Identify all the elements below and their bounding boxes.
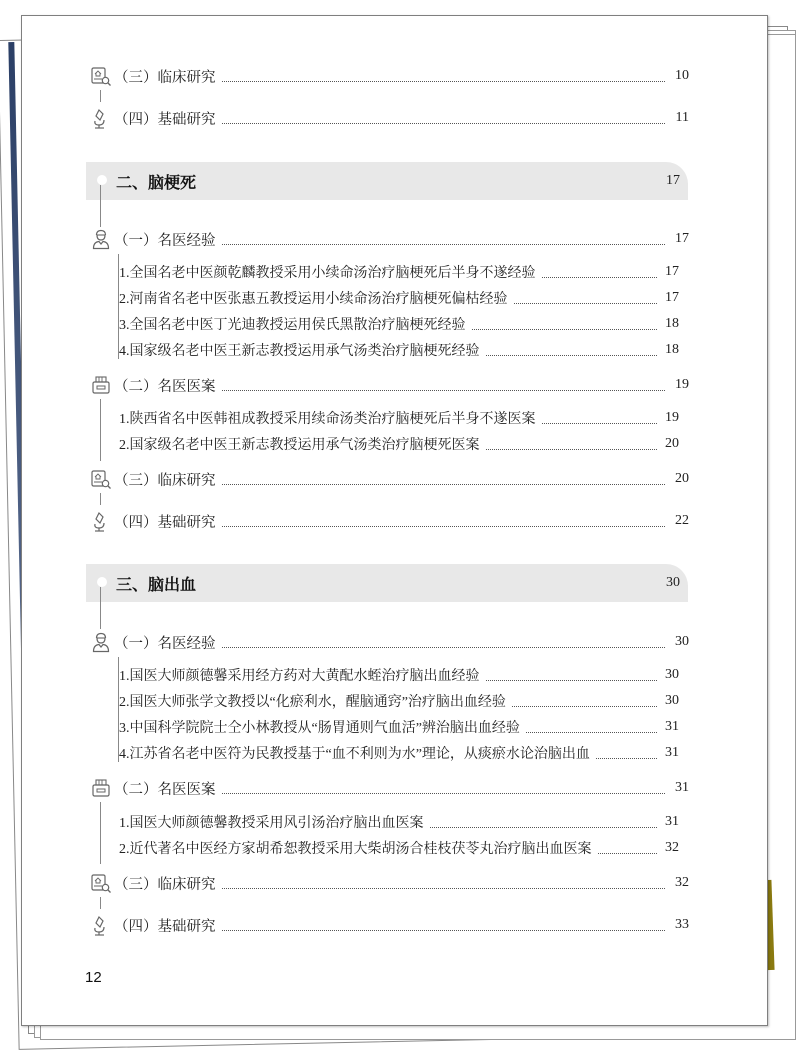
toc-section-clinical-research[interactable]: （三）临床研究 20 <box>90 467 689 491</box>
toc-item[interactable]: 3.全国名老中医丁光迪教授运用侯氏黑散治疗脑梗死经验 18 <box>119 316 679 333</box>
connector-line <box>100 399 101 461</box>
chapter-heading-cerebral-infarction[interactable]: 二、脑梗死 17 <box>86 162 688 200</box>
toc-entry-basic-research[interactable]: （四）基础研究 11 <box>90 106 689 130</box>
leader-dots <box>222 484 666 485</box>
leader-dots <box>222 930 666 931</box>
leader-dots <box>514 303 658 304</box>
toc-section-famous-doctor-cases[interactable]: （二）名医医案 19 <box>90 373 689 397</box>
page-ref: 31 <box>665 745 679 760</box>
medical-record-icon <box>90 777 112 799</box>
leader-dots <box>222 123 666 124</box>
leader-dots <box>222 390 666 391</box>
page-ref: 18 <box>665 316 679 331</box>
page-ref: 32 <box>665 840 679 855</box>
page-ref: 10 <box>675 68 689 83</box>
leader-dots <box>486 680 658 681</box>
microscope-icon <box>90 107 112 129</box>
leader-dots <box>542 277 658 278</box>
toc-section-basic-research[interactable]: （四）基础研究 33 <box>90 913 689 937</box>
leader-dots <box>486 449 658 450</box>
medical-record-icon <box>90 374 112 396</box>
leader-dots <box>472 329 658 330</box>
toc-item[interactable]: 4.江苏省名老中医符为民教授基于“血不利则为水”理论，从痰瘀水论治脑出血 31 <box>119 745 679 762</box>
microscope-icon <box>90 510 112 532</box>
toc-section-clinical-research[interactable]: （三）临床研究 32 <box>90 871 689 895</box>
toc-item[interactable]: 2.河南省名老中医张惠五教授运用小续命汤治疗脑梗死偏枯经验 17 <box>119 290 679 307</box>
toc-item[interactable]: 2.近代著名中医经方家胡希恕教授采用大柴胡汤合桂枝茯苓丸治疗脑出血医案 32 <box>119 840 679 857</box>
page-ref: 17 <box>665 290 679 305</box>
page-ref: 18 <box>665 342 679 357</box>
toc-section-famous-doctor-cases[interactable]: （二）名医医案 31 <box>90 776 689 800</box>
connector-line <box>100 897 101 909</box>
toc-section-famous-doctor-experience[interactable]: （一）名医经验 17 <box>90 227 689 251</box>
page-ref: 20 <box>665 436 679 451</box>
doctor-icon <box>90 631 112 653</box>
page-ref: 20 <box>675 471 689 486</box>
page-ref: 31 <box>675 780 689 795</box>
doctor-icon <box>90 228 112 250</box>
toc-item[interactable]: 1.全国名老中医颜乾麟教授采用小续命汤治疗脑梗死后半身不遂经验 17 <box>119 264 679 281</box>
toc-item[interactable]: 2.国医大师张学文教授以“化瘀利水，醒脑通窍”治疗脑出血经验 30 <box>119 693 679 710</box>
leader-dots <box>222 81 666 82</box>
leader-dots <box>486 355 658 356</box>
microscope-icon <box>90 914 112 936</box>
toc-item[interactable]: 1.国医大师颜德馨采用经方药对大黄配水蛭治疗脑出血经验 30 <box>119 667 679 684</box>
connector-line <box>100 90 101 102</box>
page-ref: 33 <box>675 917 689 932</box>
leader-dots <box>542 423 658 424</box>
leader-dots <box>430 827 658 828</box>
chapter-heading-cerebral-hemorrhage[interactable]: 三、脑出血 30 <box>86 564 688 602</box>
leader-dots <box>222 888 666 889</box>
toc-entry-clinical-research[interactable]: （三）临床研究 10 <box>90 64 689 88</box>
toc-section-famous-doctor-experience[interactable]: （一）名医经验 30 <box>90 630 689 654</box>
page-ref: 19 <box>665 410 679 425</box>
toc-item[interactable]: 3.中国科学院院士仝小林教授从“肠胃通则气血活”辨治脑出血经验 31 <box>119 719 679 736</box>
leader-dots <box>222 244 666 245</box>
page-ref: 11 <box>675 110 689 125</box>
connector-line <box>100 587 101 629</box>
connector-line <box>100 493 101 505</box>
page-ref: 32 <box>675 875 689 890</box>
page-ref: 22 <box>675 513 689 528</box>
toc-item[interactable]: 1.国医大师颜德馨教授采用风引汤治疗脑出血医案 31 <box>119 814 679 831</box>
timeline-dot <box>97 577 107 587</box>
page-ref: 17 <box>675 231 689 246</box>
toc-item[interactable]: 2.国家级名老中医王新志教授运用承气汤类治疗脑梗死医案 20 <box>119 436 679 453</box>
leader-dots <box>222 647 666 648</box>
page-ref: 17 <box>666 173 680 188</box>
page-number: 12 <box>85 969 102 986</box>
connector-line <box>100 185 101 227</box>
page-ref: 31 <box>665 719 679 734</box>
leader-dots <box>526 732 657 733</box>
page-ref: 30 <box>665 667 679 682</box>
connector-line <box>100 802 101 864</box>
leader-dots <box>222 793 666 794</box>
leader-dots <box>512 706 657 707</box>
timeline-dot <box>97 175 107 185</box>
leader-dots <box>222 526 666 527</box>
clinical-research-icon <box>90 872 112 894</box>
clinical-research-icon <box>90 65 112 87</box>
page-ref: 30 <box>666 575 680 590</box>
page-ref: 30 <box>675 634 689 649</box>
leader-dots <box>596 758 657 759</box>
page-ref: 31 <box>665 814 679 829</box>
toc-page <box>21 15 768 1026</box>
page-ref: 17 <box>665 264 679 279</box>
leader-dots <box>598 853 658 854</box>
page-ref: 30 <box>665 693 679 708</box>
toc-item[interactable]: 4.国家级名老中医王新志教授运用承气汤类治疗脑梗死经验 18 <box>119 342 679 359</box>
clinical-research-icon <box>90 468 112 490</box>
toc-item[interactable]: 1.陕西省名中医韩祖成教授采用续命汤类治疗脑梗死后半身不遂医案 19 <box>119 410 679 427</box>
page-ref: 19 <box>675 377 689 392</box>
toc-section-basic-research[interactable]: （四）基础研究 22 <box>90 509 689 533</box>
